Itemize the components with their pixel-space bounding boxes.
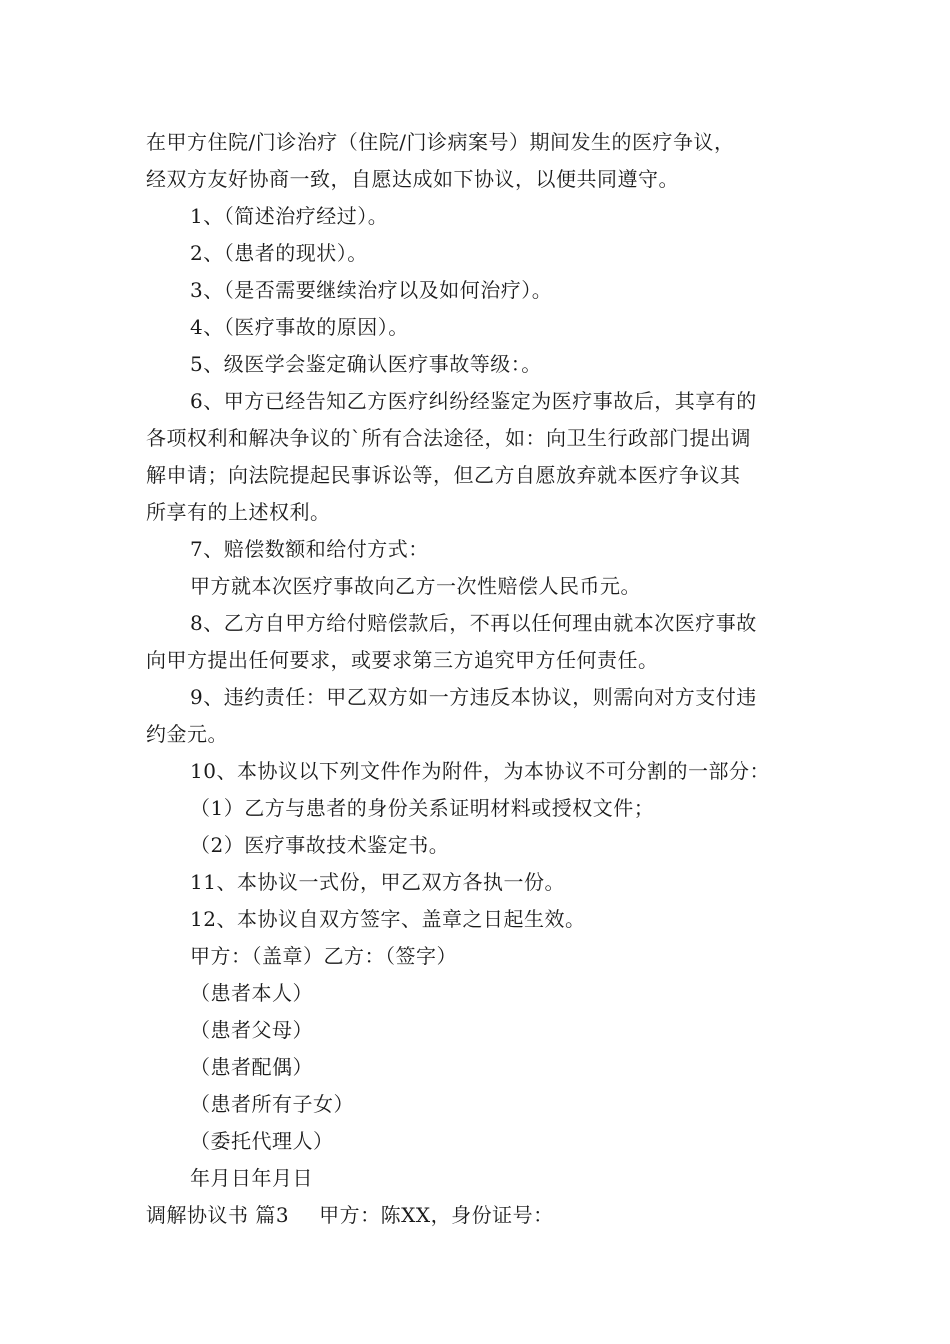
signature-dates: 年月日年月日 bbox=[190, 1166, 313, 1190]
clause-4: 4、（医疗事故的原因）。 bbox=[190, 315, 409, 339]
clause-9-line-1: 9、违约责任：甲乙双方如一方违反本协议，则需向对方支付违 bbox=[190, 685, 757, 709]
signature-parties: 甲方：（盖章）乙方：（签字） bbox=[190, 944, 457, 968]
clause-6-line-4: 所享有的上述权利。 bbox=[146, 500, 331, 524]
attachment-1: （1）乙方与患者的身份关系证明材料或授权文件； bbox=[190, 796, 655, 820]
clause-5: 5、级医学会鉴定确认医疗事故等级：。 bbox=[190, 352, 542, 376]
party-a-id-line: 甲方：陈XX，身份证号： bbox=[319, 1203, 554, 1227]
signer-children: （患者所有子女） bbox=[190, 1092, 354, 1116]
clause-2: 2、（患者的现状）。 bbox=[190, 241, 368, 265]
clause-10: 10、本协议以下列文件作为附件，为本协议不可分割的一部分： bbox=[190, 759, 770, 783]
clause-12: 12、本协议自双方签字、盖章之日起生效。 bbox=[190, 907, 586, 931]
clause-8-line-2: 向甲方提出任何要求，或要求第三方追究甲方任何责任。 bbox=[146, 648, 659, 672]
intro-line-2: 经双方友好协商一致，自愿达成如下协议，以便共同遵守。 bbox=[146, 167, 679, 191]
document-body bbox=[146, 124, 816, 1234]
clause-11: 11、本协议一式份，甲乙双方各执一份。 bbox=[190, 870, 565, 894]
clause-6-line-3: 解申请；向法院提起民事诉讼等，但乙方自愿放弃就本医疗争议其 bbox=[146, 463, 741, 487]
intro-line-1: 在甲方住院/门诊治疗（住院/门诊病案号）期间发生的医疗争议， bbox=[146, 130, 735, 154]
clause-6-line-1: 6、甲方已经告知乙方医疗纠纷经鉴定为医疗事故后，其享有的 bbox=[190, 389, 757, 413]
clause-9-line-2: 约金元。 bbox=[146, 722, 228, 746]
next-section-title: 调解协议书 篇3 bbox=[146, 1203, 290, 1227]
clause-3: 3、（是否需要继续治疗以及如何治疗）。 bbox=[190, 278, 553, 302]
clause-7-detail: 甲方就本次医疗事故向乙方一次性赔偿人民币元。 bbox=[190, 574, 641, 598]
clause-7: 7、赔偿数额和给付方式： bbox=[190, 537, 429, 561]
clause-6-line-2: 各项权利和解决争议的`所有合法途径，如：向卫生行政部门提出调 bbox=[146, 426, 751, 450]
signer-spouse: （患者配偶） bbox=[190, 1055, 313, 1079]
clause-8-line-1: 8、乙方自甲方给付赔偿款后，不再以任何理由就本次医疗事故 bbox=[190, 611, 757, 635]
signer-parents: （患者父母） bbox=[190, 1018, 313, 1042]
clause-1: 1、（简述治疗经过）。 bbox=[190, 204, 389, 228]
signer-agent: （委托代理人） bbox=[190, 1129, 334, 1153]
next-section-header bbox=[146, 1197, 816, 1234]
attachment-2: （2）医疗事故技术鉴定书。 bbox=[190, 833, 450, 857]
signer-patient: （患者本人） bbox=[190, 981, 313, 1005]
